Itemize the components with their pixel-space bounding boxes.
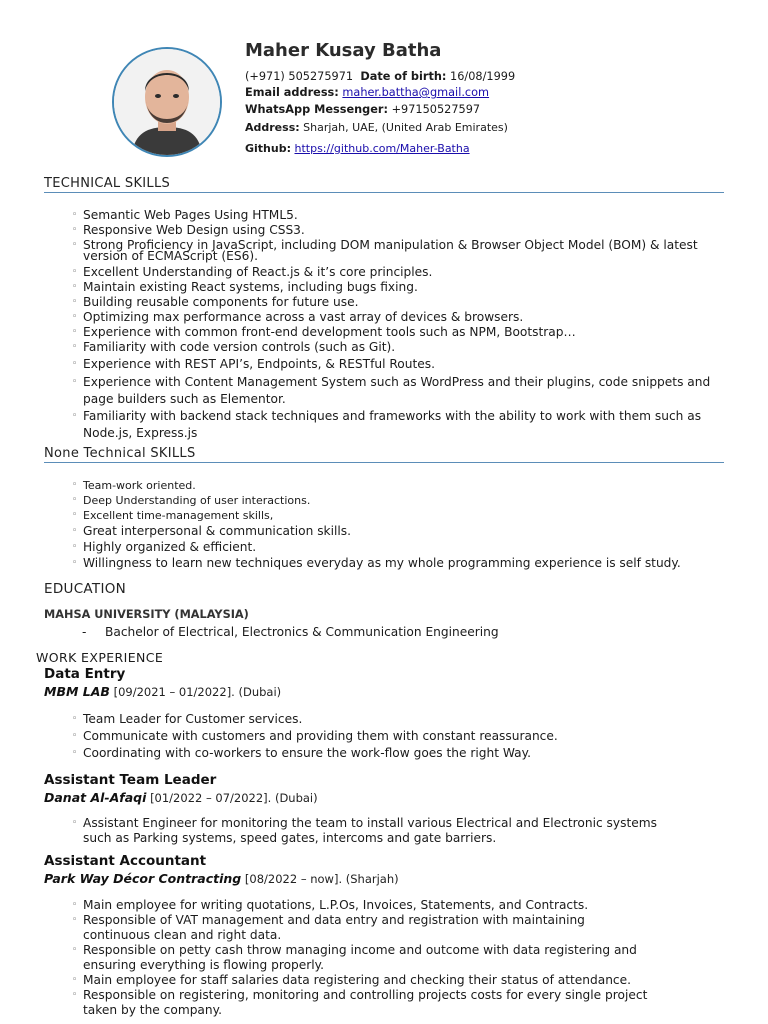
list-item: ◦ Responsible of VAT management and data entry and registration with maintaining continuous clean and right data. (72, 913, 652, 943)
job-title: Data Entry (44, 666, 126, 682)
job-employer-line (44, 684, 281, 699)
list-item: ◦ Experience with common front-end development tools such as NPM, Bootstrap… (72, 325, 732, 340)
list-item: ◦ Experience with Content Management System such as WordPress and their plugins, code snippets and page builders such as Elementor. (72, 374, 732, 408)
phone-dob-line (245, 69, 515, 85)
list-item: ◦ Excellent Understanding of React.js & it’s core principles. (72, 265, 732, 280)
whatsapp-label: WhatsApp Messenger: (245, 103, 388, 116)
technical-skills-list (72, 208, 732, 442)
list-item: ◦ Responsible on registering, monitoring and controlling projects costs for every single project taken by the company. (72, 988, 652, 1018)
job-title: Assistant Team Leader (44, 772, 217, 788)
job-duties-list (72, 898, 652, 1018)
list-item: ◦ Building reusable components for future use. (72, 295, 732, 310)
whatsapp-line (245, 102, 480, 118)
list-item: ◦ Experience with REST API’s, Endpoints, & RESTful Routes. (72, 357, 732, 372)
dob-value: 16/08/1999 (450, 70, 516, 83)
list-item: ◦ Familiarity with backend stack techniques and frameworks with the ability to work with them such as Node.js, Express.js (72, 408, 732, 442)
email-label: Email address: (245, 86, 339, 99)
list-item: ◦ Communicate with customers and providing them with constant reassurance. (72, 729, 732, 744)
list-item: ◦ Team Leader for Customer services. (72, 712, 732, 727)
list-item: ◦ Optimizing max performance across a vast array of devices & browsers. (72, 310, 732, 325)
candidate-name: Maher Kusay Batha (245, 40, 442, 61)
email-link[interactable]: maher.battha@gmail.com (342, 86, 490, 99)
company-name: Danat Al-Afaqi (44, 790, 147, 805)
non-technical-skills-list (72, 478, 732, 572)
list-item: ◦ Team-work oriented. (72, 478, 732, 493)
job-dates: [09/2021 – 01/2022]. (Dubai) (113, 685, 282, 699)
list-item: ◦ Strong Proficiency in JavaScript, including DOM manipulation & Browser Object Model (BOM) & latest version of ECMAScript (ES6). (72, 240, 732, 262)
company-name: Park Way Décor Contracting (44, 871, 242, 886)
work-experience-heading: WORK EXPERIENCE (36, 650, 164, 665)
list-item: ◦ Main employee for writing quotations, L.P.Os, Invoices, Statements, and Contracts. (72, 898, 652, 913)
education-heading: EDUCATION (44, 581, 127, 597)
avatar (114, 49, 220, 155)
phone-number: (+971) 505275971 (245, 70, 354, 83)
whatsapp-number: +97150527597 (391, 103, 481, 116)
github-label: Github: (245, 142, 291, 155)
job-duties-list (72, 816, 662, 846)
company-name: MBM LAB (44, 684, 110, 699)
github-line (245, 141, 470, 157)
job-title: Assistant Accountant (44, 853, 207, 869)
job-employer-line (44, 790, 318, 805)
list-item: ◦ Responsible on petty cash throw managing income and outcome with data registering and ensuring everything is flowing properly. (72, 943, 652, 973)
list-item: ◦ Coordinating with co-workers to ensure the work-flow goes the right Way. (72, 746, 732, 761)
list-item: ◦ Semantic Web Pages Using HTML5. (72, 208, 732, 223)
address-value: Sharjah, UAE, (United Arab Emirates) (303, 121, 508, 134)
non-technical-skills-heading: None Technical SKILLS (44, 446, 724, 463)
degree-title: Bachelor of Electrical, Electronics & Communication Engineering (105, 625, 499, 639)
list-item: ◦ Familiarity with code version controls (such as Git). (72, 340, 732, 355)
list-item: ◦ Responsive Web Design using CSS3. (72, 223, 732, 238)
list-item: ◦ Assistant Engineer for monitoring the team to install various Electrical and Electronic systems such as Parking systems, speed gates, intercoms and gate barriers. (72, 816, 662, 846)
list-item: ◦ Maintain existing React systems, including bugs fixing. (72, 280, 732, 295)
list-item: ◦ Excellent time-management skills, (72, 508, 732, 523)
technical-skills-heading: TECHNICAL SKILLS (44, 176, 724, 193)
address-line (245, 120, 508, 136)
university-name: MAHSA UNIVERSITY (MALAYSIA) (44, 608, 249, 621)
dob-label: Date of birth: (360, 70, 447, 83)
list-item: ◦ Willingness to learn new techniques everyday as my whole programming experience is self study. (72, 555, 732, 572)
degree-dash: - (82, 625, 87, 639)
job-dates: [08/2022 – now]. (Sharjah) (244, 872, 399, 886)
email-line (245, 85, 489, 101)
list-item: ◦ Highly organized & efficient. (72, 539, 732, 555)
list-item: ◦ Great interpersonal & communication skills. (72, 523, 732, 539)
job-employer-line (44, 871, 399, 886)
job-dates: [01/2022 – 07/2022]. (Dubai) (150, 791, 318, 805)
list-item: ◦ Main employee for staff salaries data registering and checking their status of attendance. (72, 973, 652, 988)
github-link[interactable]: https://github.com/Maher-Batha (294, 142, 470, 155)
profile-photo (112, 47, 222, 157)
job-duties-list (72, 712, 732, 761)
list-item: ◦ Deep Understanding of user interactions. (72, 493, 732, 508)
address-label: Address: (245, 121, 300, 134)
